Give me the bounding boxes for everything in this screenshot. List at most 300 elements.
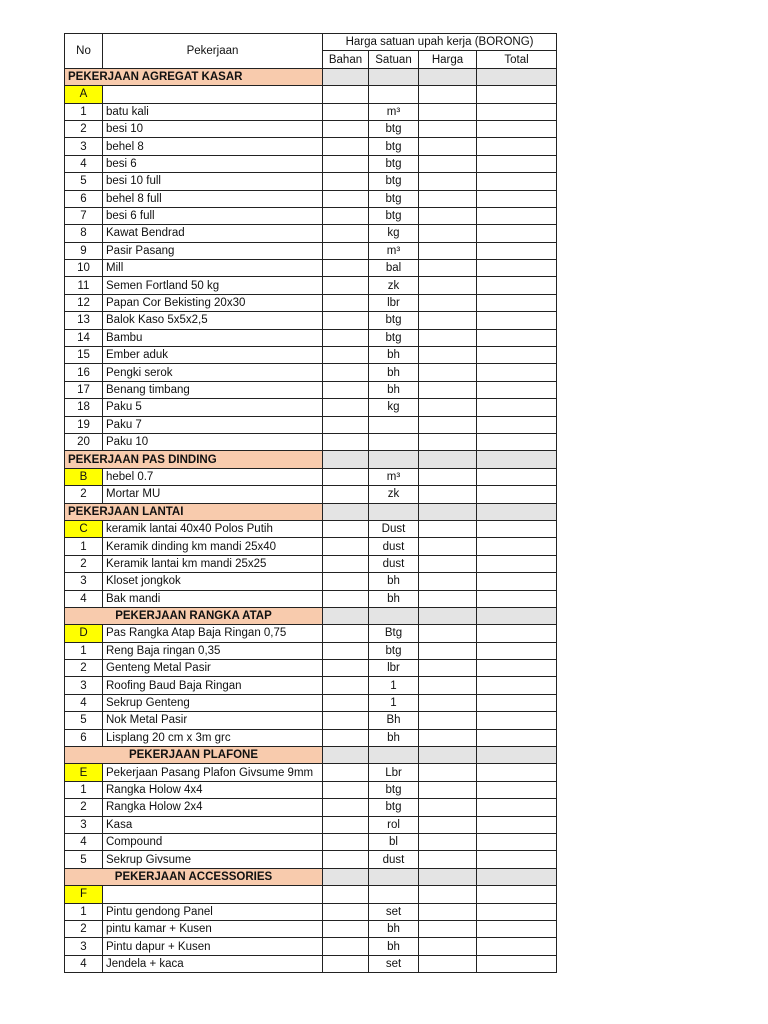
harga-cell[interactable] [419, 816, 477, 833]
row-number[interactable]: 2 [65, 486, 103, 503]
row-number[interactable]: 7 [65, 207, 103, 224]
bahan-cell[interactable] [323, 868, 369, 885]
total-cell[interactable] [477, 851, 557, 868]
total-cell[interactable] [477, 242, 557, 259]
item-cell[interactable]: besi 6 full [103, 207, 323, 224]
total-cell[interactable] [477, 451, 557, 468]
total-cell[interactable] [477, 486, 557, 503]
harga-cell[interactable] [419, 660, 477, 677]
harga-cell[interactable] [419, 538, 477, 555]
harga-cell[interactable] [419, 347, 477, 364]
satuan-cell[interactable]: bh [369, 364, 419, 381]
harga-cell[interactable] [419, 555, 477, 572]
row-number[interactable]: 9 [65, 242, 103, 259]
total-cell[interactable] [477, 590, 557, 607]
total-cell[interactable] [477, 399, 557, 416]
bahan-cell[interactable] [323, 399, 369, 416]
satuan-cell[interactable]: kg [369, 225, 419, 242]
total-cell[interactable] [477, 886, 557, 903]
total-cell[interactable] [477, 190, 557, 207]
satuan-cell[interactable]: lbr [369, 294, 419, 311]
total-cell[interactable] [477, 555, 557, 572]
row-number[interactable]: 6 [65, 729, 103, 746]
header-satuan[interactable]: Satuan [369, 51, 419, 68]
satuan-cell[interactable]: btg [369, 120, 419, 137]
satuan-cell[interactable]: bh [369, 347, 419, 364]
satuan-cell[interactable] [369, 451, 419, 468]
bahan-cell[interactable] [323, 833, 369, 850]
item-cell[interactable]: Semen Fortland 50 kg [103, 277, 323, 294]
harga-cell[interactable] [419, 68, 477, 85]
satuan-cell[interactable]: Bh [369, 712, 419, 729]
harga-cell[interactable] [419, 103, 477, 120]
row-number[interactable]: 5 [65, 851, 103, 868]
harga-cell[interactable] [419, 903, 477, 920]
item-cell[interactable]: Keramik dinding km mandi 25x40 [103, 538, 323, 555]
row-number[interactable]: 1 [65, 538, 103, 555]
item-cell[interactable]: Balok Kaso 5x5x2,5 [103, 312, 323, 329]
harga-cell[interactable] [419, 242, 477, 259]
item-cell[interactable]: Kasa [103, 816, 323, 833]
row-number[interactable]: 2 [65, 555, 103, 572]
row-number[interactable]: 4 [65, 694, 103, 711]
item-cell[interactable]: Pas Rangka Atap Baja Ringan 0,75 [103, 625, 323, 642]
row-number[interactable]: 19 [65, 416, 103, 433]
bahan-cell[interactable] [323, 520, 369, 537]
harga-cell[interactable] [419, 416, 477, 433]
row-number[interactable]: 3 [65, 816, 103, 833]
section-title[interactable]: PEKERJAAN PLAFONE [65, 747, 323, 764]
bahan-cell[interactable] [323, 886, 369, 903]
item-cell[interactable]: pintu kamar + Kusen [103, 920, 323, 937]
row-number[interactable]: 13 [65, 312, 103, 329]
satuan-cell[interactable]: bh [369, 729, 419, 746]
item-cell[interactable]: Nok Metal Pasir [103, 712, 323, 729]
row-number[interactable]: 5 [65, 712, 103, 729]
row-number[interactable]: 3 [65, 677, 103, 694]
item-cell[interactable]: batu kali [103, 103, 323, 120]
satuan-cell[interactable]: bh [369, 381, 419, 398]
row-number[interactable]: 2 [65, 920, 103, 937]
item-cell[interactable]: Sekrup Genteng [103, 694, 323, 711]
item-cell[interactable]: besi 6 [103, 155, 323, 172]
satuan-cell[interactable]: zk [369, 486, 419, 503]
item-cell[interactable] [103, 886, 323, 903]
bahan-cell[interactable] [323, 903, 369, 920]
total-cell[interactable] [477, 225, 557, 242]
item-cell[interactable]: Mill [103, 260, 323, 277]
total-cell[interactable] [477, 938, 557, 955]
satuan-cell[interactable]: dust [369, 851, 419, 868]
item-cell[interactable]: Keramik lantai km mandi 25x25 [103, 555, 323, 572]
item-cell[interactable]: Papan Cor Bekisting 20x30 [103, 294, 323, 311]
total-cell[interactable] [477, 799, 557, 816]
satuan-cell[interactable]: btg [369, 329, 419, 346]
row-number[interactable]: 4 [65, 155, 103, 172]
item-cell[interactable]: Ember aduk [103, 347, 323, 364]
satuan-cell[interactable]: set [369, 955, 419, 972]
total-cell[interactable] [477, 833, 557, 850]
section-code[interactable]: D [65, 625, 103, 642]
satuan-cell[interactable]: Btg [369, 625, 419, 642]
harga-cell[interactable] [419, 625, 477, 642]
section-code[interactable]: B [65, 468, 103, 485]
satuan-cell[interactable]: zk [369, 277, 419, 294]
total-cell[interactable] [477, 86, 557, 103]
harga-cell[interactable] [419, 225, 477, 242]
row-number[interactable]: 12 [65, 294, 103, 311]
section-title[interactable]: PEKERJAAN RANGKA ATAP [65, 607, 323, 624]
row-number[interactable]: 16 [65, 364, 103, 381]
bahan-cell[interactable] [323, 416, 369, 433]
total-cell[interactable] [477, 103, 557, 120]
total-cell[interactable] [477, 416, 557, 433]
total-cell[interactable] [477, 120, 557, 137]
bahan-cell[interactable] [323, 86, 369, 103]
harga-cell[interactable] [419, 277, 477, 294]
bahan-cell[interactable] [323, 503, 369, 520]
harga-cell[interactable] [419, 868, 477, 885]
satuan-cell[interactable]: bh [369, 573, 419, 590]
total-cell[interactable] [477, 138, 557, 155]
total-cell[interactable] [477, 764, 557, 781]
bahan-cell[interactable] [323, 294, 369, 311]
harga-cell[interactable] [419, 190, 477, 207]
bahan-cell[interactable] [323, 207, 369, 224]
satuan-cell[interactable] [369, 68, 419, 85]
row-number[interactable]: 11 [65, 277, 103, 294]
row-number[interactable]: 1 [65, 781, 103, 798]
total-cell[interactable] [477, 503, 557, 520]
harga-cell[interactable] [419, 712, 477, 729]
harga-cell[interactable] [419, 781, 477, 798]
harga-cell[interactable] [419, 607, 477, 624]
satuan-cell[interactable]: btg [369, 799, 419, 816]
harga-cell[interactable] [419, 155, 477, 172]
item-cell[interactable]: Genteng Metal Pasir [103, 660, 323, 677]
total-cell[interactable] [477, 207, 557, 224]
satuan-cell[interactable]: 1 [369, 694, 419, 711]
harga-cell[interactable] [419, 399, 477, 416]
item-cell[interactable]: hebel 0.7 [103, 468, 323, 485]
row-number[interactable]: 2 [65, 660, 103, 677]
harga-cell[interactable] [419, 138, 477, 155]
total-cell[interactable] [477, 329, 557, 346]
header-pekerjaan[interactable]: Pekerjaan [103, 34, 323, 69]
satuan-cell[interactable]: btg [369, 155, 419, 172]
row-number[interactable]: 10 [65, 260, 103, 277]
header-bahan[interactable]: Bahan [323, 51, 369, 68]
total-cell[interactable] [477, 729, 557, 746]
total-cell[interactable] [477, 781, 557, 798]
harga-cell[interactable] [419, 381, 477, 398]
header-no[interactable]: No [65, 34, 103, 69]
section-code[interactable]: A [65, 86, 103, 103]
row-number[interactable]: 17 [65, 381, 103, 398]
satuan-cell[interactable]: btg [369, 173, 419, 190]
total-cell[interactable] [477, 312, 557, 329]
bahan-cell[interactable] [323, 625, 369, 642]
bahan-cell[interactable] [323, 729, 369, 746]
item-cell[interactable]: Roofing Baud Baja Ringan [103, 677, 323, 694]
item-cell[interactable]: Bak mandi [103, 590, 323, 607]
item-cell[interactable]: Mortar MU [103, 486, 323, 503]
bahan-cell[interactable] [323, 955, 369, 972]
harga-cell[interactable] [419, 833, 477, 850]
total-cell[interactable] [477, 538, 557, 555]
satuan-cell[interactable]: bh [369, 938, 419, 955]
total-cell[interactable] [477, 607, 557, 624]
total-cell[interactable] [477, 364, 557, 381]
item-cell[interactable]: Pasir Pasang [103, 242, 323, 259]
row-number[interactable]: 20 [65, 433, 103, 450]
item-cell[interactable]: Kloset jongkok [103, 573, 323, 590]
header-harga[interactable]: Harga [419, 51, 477, 68]
section-code[interactable]: C [65, 520, 103, 537]
satuan-cell[interactable]: set [369, 903, 419, 920]
item-cell[interactable]: Rangka Holow 2x4 [103, 799, 323, 816]
bahan-cell[interactable] [323, 816, 369, 833]
harga-cell[interactable] [419, 433, 477, 450]
harga-cell[interactable] [419, 486, 477, 503]
item-cell[interactable]: Bambu [103, 329, 323, 346]
bahan-cell[interactable] [323, 190, 369, 207]
harga-cell[interactable] [419, 677, 477, 694]
satuan-cell[interactable]: btg [369, 190, 419, 207]
total-cell[interactable] [477, 816, 557, 833]
row-number[interactable]: 15 [65, 347, 103, 364]
total-cell[interactable] [477, 677, 557, 694]
bahan-cell[interactable] [323, 694, 369, 711]
satuan-cell[interactable]: btg [369, 207, 419, 224]
total-cell[interactable] [477, 520, 557, 537]
bahan-cell[interactable] [323, 364, 369, 381]
section-title[interactable]: PEKERJAAN AGREGAT KASAR [65, 68, 323, 85]
total-cell[interactable] [477, 694, 557, 711]
harga-cell[interactable] [419, 260, 477, 277]
item-cell[interactable]: Rangka Holow 4x4 [103, 781, 323, 798]
harga-cell[interactable] [419, 642, 477, 659]
item-cell[interactable]: Kawat Bendrad [103, 225, 323, 242]
bahan-cell[interactable] [323, 347, 369, 364]
total-cell[interactable] [477, 347, 557, 364]
row-number[interactable]: 2 [65, 799, 103, 816]
satuan-cell[interactable] [369, 503, 419, 520]
satuan-cell[interactable]: rol [369, 816, 419, 833]
total-cell[interactable] [477, 903, 557, 920]
bahan-cell[interactable] [323, 277, 369, 294]
header-total[interactable]: Total [477, 51, 557, 68]
total-cell[interactable] [477, 173, 557, 190]
row-number[interactable]: 18 [65, 399, 103, 416]
row-number[interactable]: 6 [65, 190, 103, 207]
satuan-cell[interactable] [369, 86, 419, 103]
item-cell[interactable]: Pintu dapur + Kusen [103, 938, 323, 955]
harga-cell[interactable] [419, 886, 477, 903]
item-cell[interactable]: Compound [103, 833, 323, 850]
harga-cell[interactable] [419, 364, 477, 381]
harga-cell[interactable] [419, 747, 477, 764]
row-number[interactable]: 14 [65, 329, 103, 346]
item-cell[interactable]: Paku 10 [103, 433, 323, 450]
item-cell[interactable]: Paku 7 [103, 416, 323, 433]
bahan-cell[interactable] [323, 260, 369, 277]
section-title[interactable]: PEKERJAAN LANTAI [65, 503, 323, 520]
satuan-cell[interactable]: Lbr [369, 764, 419, 781]
bahan-cell[interactable] [323, 920, 369, 937]
bahan-cell[interactable] [323, 938, 369, 955]
total-cell[interactable] [477, 260, 557, 277]
satuan-cell[interactable]: Dust [369, 520, 419, 537]
bahan-cell[interactable] [323, 225, 369, 242]
harga-cell[interactable] [419, 729, 477, 746]
row-number[interactable]: 5 [65, 173, 103, 190]
bahan-cell[interactable] [323, 138, 369, 155]
row-number[interactable]: 4 [65, 833, 103, 850]
harga-cell[interactable] [419, 329, 477, 346]
satuan-cell[interactable]: bl [369, 833, 419, 850]
total-cell[interactable] [477, 920, 557, 937]
harga-cell[interactable] [419, 799, 477, 816]
satuan-cell[interactable]: kg [369, 399, 419, 416]
bahan-cell[interactable] [323, 781, 369, 798]
satuan-cell[interactable]: dust [369, 555, 419, 572]
item-cell[interactable] [103, 86, 323, 103]
row-number[interactable]: 8 [65, 225, 103, 242]
satuan-cell[interactable]: bal [369, 260, 419, 277]
harga-cell[interactable] [419, 120, 477, 137]
total-cell[interactable] [477, 294, 557, 311]
satuan-cell[interactable] [369, 416, 419, 433]
satuan-cell[interactable] [369, 868, 419, 885]
satuan-cell[interactable]: btg [369, 312, 419, 329]
item-cell[interactable]: Paku 5 [103, 399, 323, 416]
bahan-cell[interactable] [323, 486, 369, 503]
bahan-cell[interactable] [323, 590, 369, 607]
bahan-cell[interactable] [323, 573, 369, 590]
bahan-cell[interactable] [323, 799, 369, 816]
row-number[interactable]: 1 [65, 642, 103, 659]
harga-cell[interactable] [419, 451, 477, 468]
row-number[interactable]: 3 [65, 138, 103, 155]
bahan-cell[interactable] [323, 851, 369, 868]
total-cell[interactable] [477, 642, 557, 659]
item-cell[interactable]: Reng Baja ringan 0,35 [103, 642, 323, 659]
total-cell[interactable] [477, 747, 557, 764]
harga-cell[interactable] [419, 520, 477, 537]
harga-cell[interactable] [419, 764, 477, 781]
harga-cell[interactable] [419, 573, 477, 590]
total-cell[interactable] [477, 277, 557, 294]
harga-cell[interactable] [419, 920, 477, 937]
row-number[interactable]: 3 [65, 573, 103, 590]
item-cell[interactable]: Pintu gendong Panel [103, 903, 323, 920]
bahan-cell[interactable] [323, 120, 369, 137]
satuan-cell[interactable]: 1 [369, 677, 419, 694]
bahan-cell[interactable] [323, 451, 369, 468]
total-cell[interactable] [477, 381, 557, 398]
total-cell[interactable] [477, 468, 557, 485]
harga-cell[interactable] [419, 955, 477, 972]
bahan-cell[interactable] [323, 712, 369, 729]
bahan-cell[interactable] [323, 433, 369, 450]
row-number[interactable]: 4 [65, 590, 103, 607]
row-number[interactable]: 1 [65, 903, 103, 920]
total-cell[interactable] [477, 573, 557, 590]
harga-cell[interactable] [419, 86, 477, 103]
harga-cell[interactable] [419, 294, 477, 311]
item-cell[interactable]: Pekerjaan Pasang Plafon Givsume 9mm [103, 764, 323, 781]
bahan-cell[interactable] [323, 607, 369, 624]
bahan-cell[interactable] [323, 538, 369, 555]
bahan-cell[interactable] [323, 381, 369, 398]
section-title[interactable]: PEKERJAAN PAS DINDING [65, 451, 323, 468]
row-number[interactable]: 4 [65, 955, 103, 972]
harga-cell[interactable] [419, 312, 477, 329]
section-code[interactable]: E [65, 764, 103, 781]
harga-cell[interactable] [419, 468, 477, 485]
bahan-cell[interactable] [323, 242, 369, 259]
item-cell[interactable]: Jendela + kaca [103, 955, 323, 972]
bahan-cell[interactable] [323, 312, 369, 329]
total-cell[interactable] [477, 155, 557, 172]
harga-cell[interactable] [419, 173, 477, 190]
item-cell[interactable]: behel 8 full [103, 190, 323, 207]
bahan-cell[interactable] [323, 747, 369, 764]
satuan-cell[interactable]: m³ [369, 103, 419, 120]
satuan-cell[interactable]: dust [369, 538, 419, 555]
total-cell[interactable] [477, 625, 557, 642]
bahan-cell[interactable] [323, 468, 369, 485]
total-cell[interactable] [477, 955, 557, 972]
satuan-cell[interactable]: btg [369, 642, 419, 659]
bahan-cell[interactable] [323, 660, 369, 677]
bahan-cell[interactable] [323, 329, 369, 346]
satuan-cell[interactable]: lbr [369, 660, 419, 677]
total-cell[interactable] [477, 868, 557, 885]
bahan-cell[interactable] [323, 103, 369, 120]
harga-cell[interactable] [419, 694, 477, 711]
satuan-cell[interactable]: m³ [369, 242, 419, 259]
row-number[interactable]: 3 [65, 938, 103, 955]
bahan-cell[interactable] [323, 68, 369, 85]
harga-cell[interactable] [419, 590, 477, 607]
satuan-cell[interactable]: btg [369, 781, 419, 798]
total-cell[interactable] [477, 433, 557, 450]
item-cell[interactable]: besi 10 full [103, 173, 323, 190]
satuan-cell[interactable] [369, 747, 419, 764]
section-code[interactable]: F [65, 886, 103, 903]
bahan-cell[interactable] [323, 555, 369, 572]
total-cell[interactable] [477, 712, 557, 729]
item-cell[interactable]: Benang timbang [103, 381, 323, 398]
bahan-cell[interactable] [323, 642, 369, 659]
bahan-cell[interactable] [323, 677, 369, 694]
total-cell[interactable] [477, 68, 557, 85]
item-cell[interactable]: behel 8 [103, 138, 323, 155]
satuan-cell[interactable] [369, 607, 419, 624]
bahan-cell[interactable] [323, 173, 369, 190]
item-cell[interactable]: Sekrup Givsume [103, 851, 323, 868]
harga-cell[interactable] [419, 851, 477, 868]
total-cell[interactable] [477, 660, 557, 677]
harga-cell[interactable] [419, 503, 477, 520]
section-title[interactable]: PEKERJAAN ACCESSORIES [65, 868, 323, 885]
bahan-cell[interactable] [323, 764, 369, 781]
row-number[interactable]: 2 [65, 120, 103, 137]
header-group[interactable]: Harga satuan upah kerja (BORONG) [323, 34, 557, 51]
item-cell[interactable]: besi 10 [103, 120, 323, 137]
